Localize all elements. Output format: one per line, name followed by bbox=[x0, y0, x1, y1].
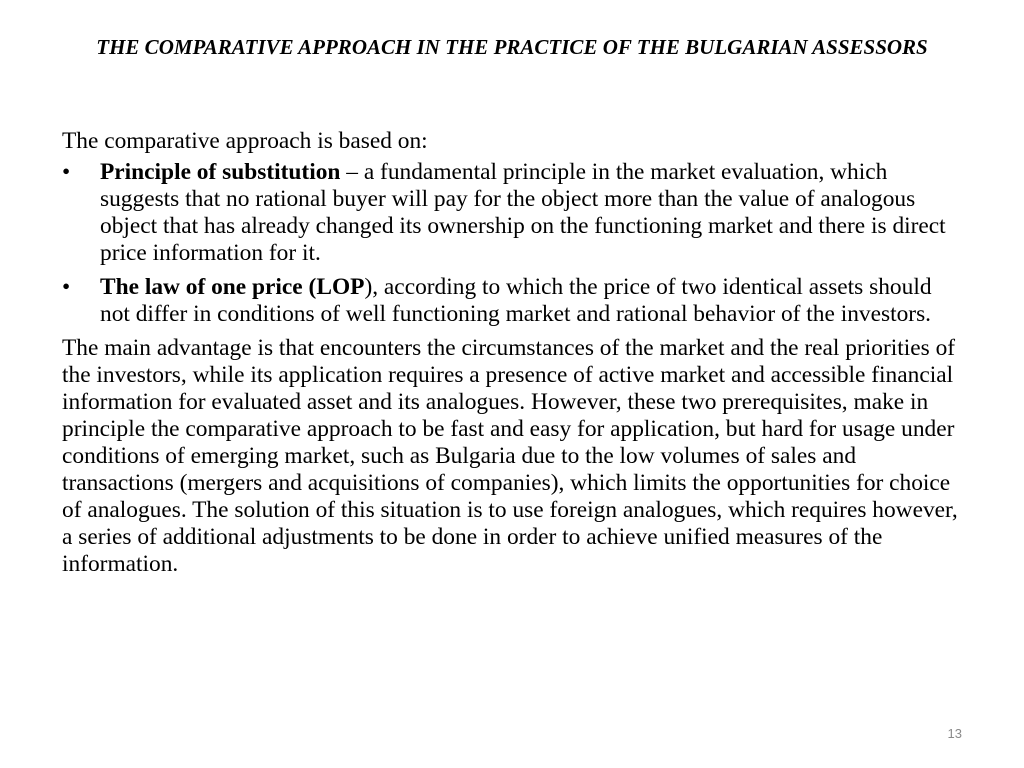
page-number: 13 bbox=[947, 726, 962, 741]
bullet-item-law-of-one-price bbox=[62, 274, 967, 328]
bullet-item-substitution bbox=[62, 159, 967, 267]
bullet-term-lop-abbrev: LOP bbox=[316, 274, 365, 300]
intro-text: The comparative approach is based on: bbox=[62, 128, 428, 154]
slide-body bbox=[62, 128, 967, 578]
main-paragraph: The main advantage is that encounters the circumstances of the market and the real priorities of the investors, while its application requires a presence of active market and accessible financial information for evaluated asset and its analogues. However, these two prerequisites, make in principle the comparative approach to be fast and easy for application, but hard for usage under conditions of emerging market, such as Bulgaria due to the low volumes of sales and transactions (mergers and acquisitions of companies), which limits the opportunities for choice of analogues. The solution of this situation is to use foreign analogues, which requires however, a series of additional adjustments to be done in order to achieve unified measures of the information. bbox=[62, 335, 958, 577]
bullet-term-substitution: Principle of substitution bbox=[100, 159, 341, 185]
slide-title: THE COMPARATIVE APPROACH IN THE PRACTICE OF THE BULGARIAN ASSESSORS bbox=[96, 35, 928, 59]
bullet-marker: • bbox=[62, 159, 71, 185]
bullet-text-law-of-one-price: , according to which the price of two identical assets should not differ in conditions of well functioning market and rational behavior of the investors. bbox=[100, 274, 932, 327]
bullet-term-close-paren: ) bbox=[364, 274, 373, 300]
bullet-marker: • bbox=[62, 274, 71, 300]
bullet-term-law-of-one-price: The law of one price ( bbox=[100, 274, 317, 300]
bullet-text-substitution: – a fundamental principle in the market evaluation, which suggests that no rational buyer will pay for the object more than the value of analogous object that has already changed its ownership on the functioning market and there is direct price information for it. bbox=[100, 159, 946, 266]
